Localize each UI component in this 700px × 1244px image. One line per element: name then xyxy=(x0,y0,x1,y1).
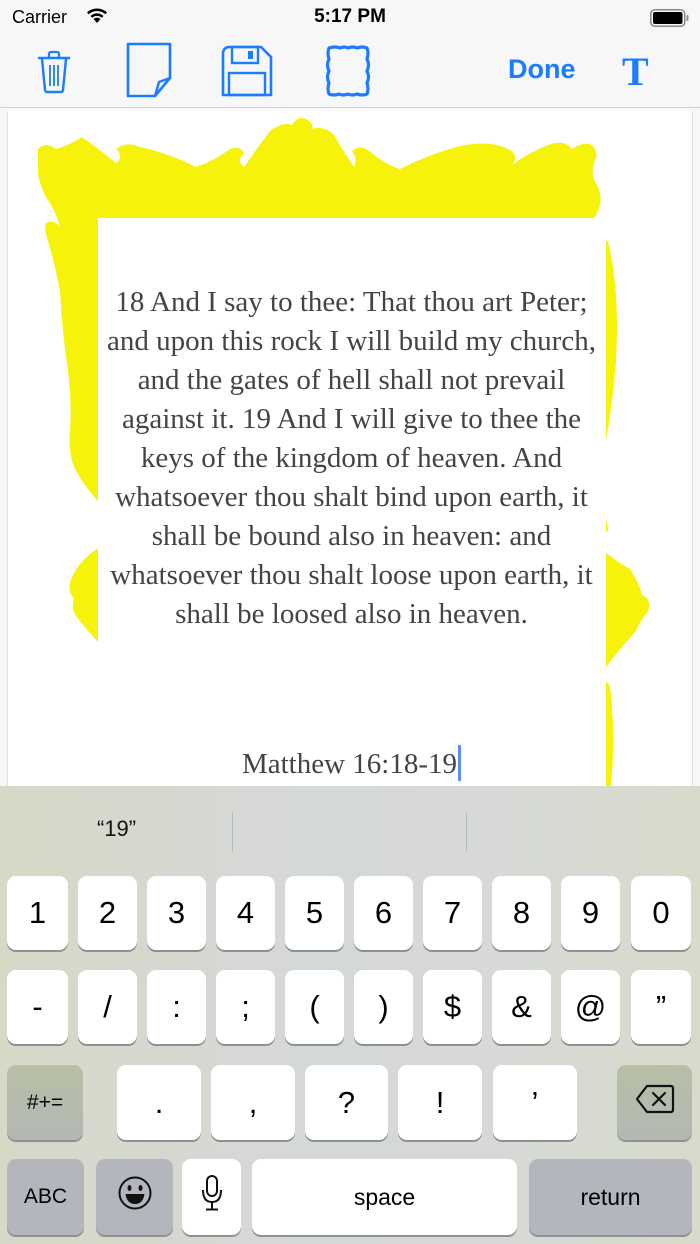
key-2[interactable]: 2 xyxy=(78,876,137,950)
suggestion-2[interactable] xyxy=(233,786,466,872)
key-hyphen[interactable]: - xyxy=(7,970,68,1044)
editor-area xyxy=(0,109,700,786)
return-label: return xyxy=(580,1183,641,1210)
backspace-icon xyxy=(635,1084,675,1122)
suggestion-1[interactable]: “19” xyxy=(96,816,137,841)
key-quote[interactable]: ” xyxy=(631,970,691,1044)
status-bar xyxy=(0,0,700,36)
done-button[interactable]: Done xyxy=(508,54,576,84)
abc-label: ABC xyxy=(23,1185,68,1208)
key-close-paren[interactable]: ) xyxy=(354,970,413,1044)
carrier-label: Carrier xyxy=(12,7,68,27)
more-symbols-label: #+= xyxy=(26,1090,64,1114)
reference-text: Matthew 16:18-19 xyxy=(241,748,458,780)
emoji-icon xyxy=(117,1175,153,1219)
text-caret xyxy=(458,745,461,781)
frame-icon[interactable] xyxy=(325,45,371,97)
text-format-icon[interactable]: T xyxy=(622,49,649,94)
key-8[interactable]: 8 xyxy=(492,876,551,950)
trash-icon[interactable] xyxy=(36,46,72,98)
key-0[interactable]: 0 xyxy=(631,876,691,950)
return-key[interactable] xyxy=(529,1159,692,1235)
key-apostrophe[interactable]: ’ xyxy=(493,1065,577,1140)
key-9[interactable]: 9 xyxy=(561,876,620,950)
suggestion-3[interactable] xyxy=(467,786,700,872)
key-question[interactable]: ? xyxy=(305,1065,388,1140)
verse-reference[interactable] xyxy=(98,745,605,784)
key-ampersand[interactable]: & xyxy=(492,970,551,1044)
key-3[interactable]: 3 xyxy=(147,876,206,950)
key-at[interactable]: @ xyxy=(561,970,620,1044)
suggestion-bar xyxy=(0,786,700,872)
new-note-icon[interactable] xyxy=(125,42,173,98)
verse-card[interactable] xyxy=(7,111,693,786)
save-floppy-icon[interactable] xyxy=(221,45,273,97)
key-4[interactable]: 4 xyxy=(216,876,275,950)
emoji-button[interactable] xyxy=(96,1159,173,1235)
key-1[interactable]: 1 xyxy=(7,876,68,950)
space-bar[interactable] xyxy=(252,1159,517,1235)
key-dollar[interactable]: $ xyxy=(423,970,482,1044)
dictation-button[interactable] xyxy=(182,1159,241,1235)
microphone-icon xyxy=(201,1174,223,1220)
key-exclamation[interactable]: ! xyxy=(398,1065,482,1140)
delete-button[interactable] xyxy=(617,1065,692,1140)
key-open-paren[interactable]: ( xyxy=(285,970,344,1044)
key-colon[interactable]: : xyxy=(147,970,206,1044)
clock: 5:17 PM xyxy=(314,6,386,27)
key-comma[interactable]: , xyxy=(211,1065,295,1140)
keyboard xyxy=(0,786,700,1244)
key-period[interactable]: . xyxy=(117,1065,201,1140)
key-more-symbols[interactable] xyxy=(7,1065,83,1140)
verse-text[interactable]: 18 And I say to thee: That thou art Peter; and upon this rock I will build my church, and the gates of hell shall not prevail against it. 19 And I will give to thee the keys of the kingdom of heaven. And whatsoever thou shalt bind upon earth, it shall be bound also in heaven: and whatsoever thou shalt loose upon earth, it shall be loosed also in heaven. xyxy=(107,286,596,630)
key-slash[interactable]: / xyxy=(78,970,137,1044)
key-semicolon[interactable]: ; xyxy=(216,970,275,1044)
toolbar xyxy=(0,36,700,108)
key-6[interactable]: 6 xyxy=(354,876,413,950)
key-5[interactable]: 5 xyxy=(285,876,344,950)
key-7[interactable]: 7 xyxy=(423,876,482,950)
key-abc[interactable] xyxy=(7,1159,84,1235)
space-label: space xyxy=(353,1183,416,1210)
battery-full-icon xyxy=(650,9,688,27)
